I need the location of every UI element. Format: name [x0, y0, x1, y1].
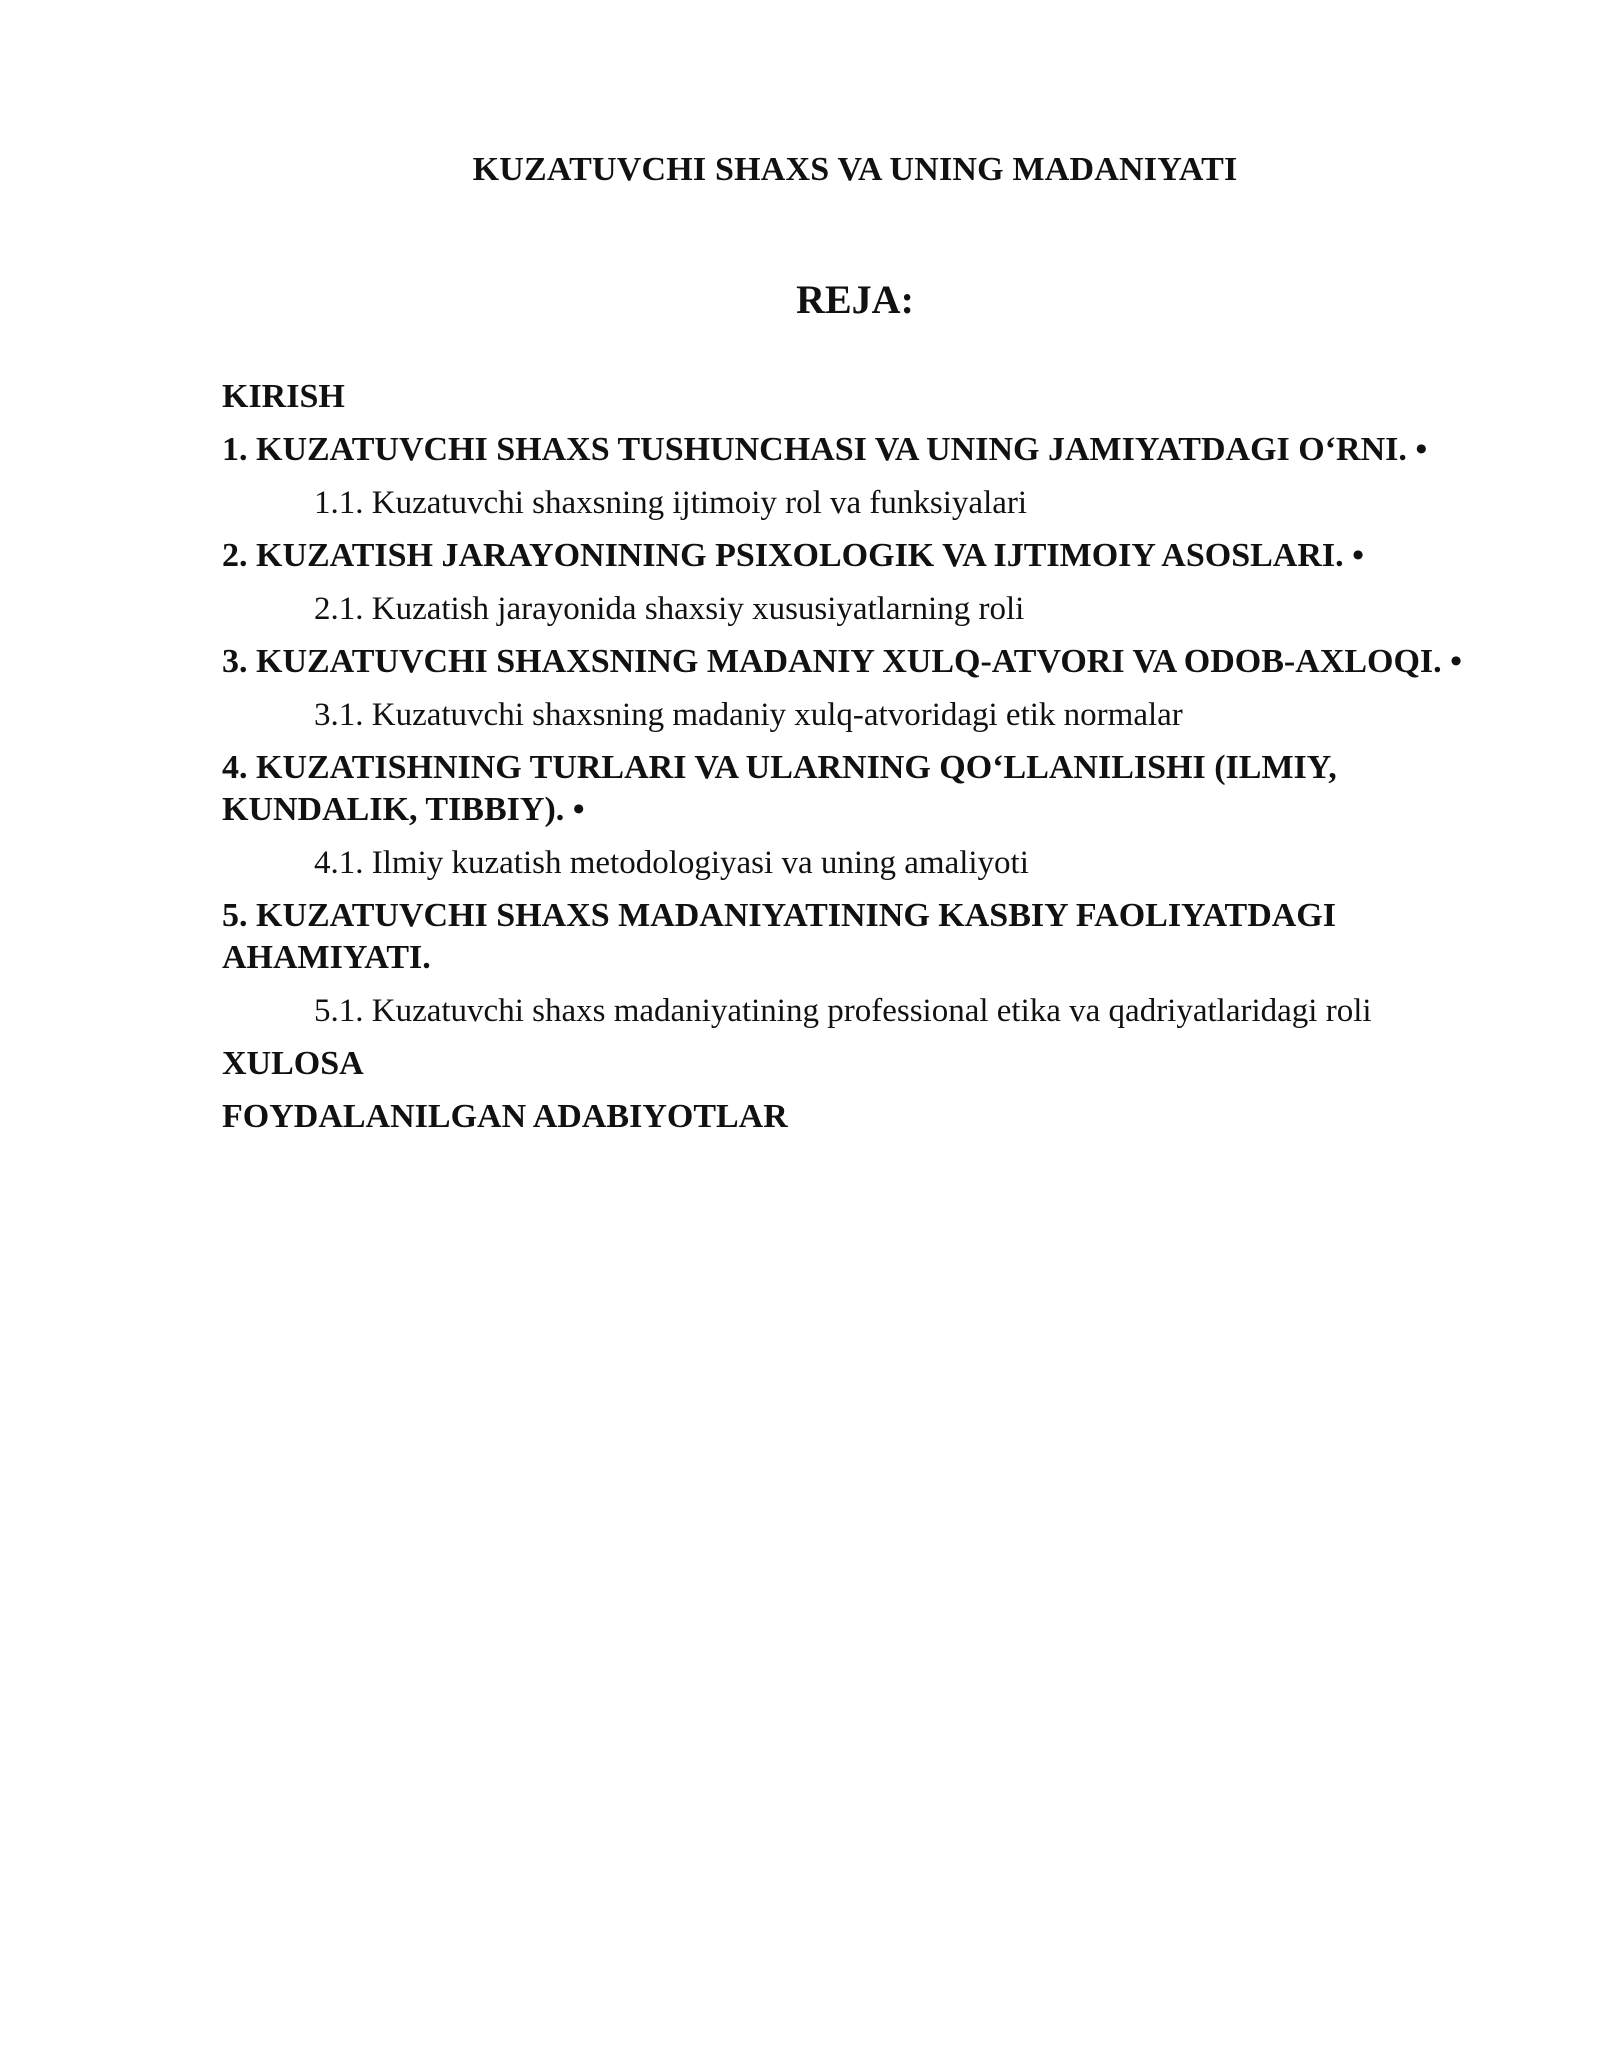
toc-section-5: 5. KUZATUVCHI SHAXS MADANIYATINING KASBIY FAOLIYATDAGI AHAMIYATI. [222, 897, 1336, 976]
table-of-contents [222, 376, 1502, 1149]
toc-section-2: 2. KUZATISH JARAYONINING PSIXOLOGIK VA IJTIMOIY ASOSLARI. • [222, 537, 1365, 574]
toc-conclusion: XULOSA [222, 1045, 364, 1082]
toc-subsection-5-1: 5.1. Kuzatuvchi shaxs madaniyatining professional etika va qadriyatlaridagi roli [314, 993, 1372, 1029]
toc-section-1: 1. KUZATUVCHI SHAXS TUSHUNCHASI VA UNING JAMIYATDAGI O‘RNI. • [222, 431, 1428, 468]
toc-intro: KIRISH [222, 378, 345, 415]
toc-subsection-3-1: 3.1. Kuzatuvchi shaxsning madaniy xulq-atvoridagi etik normalar [314, 697, 1183, 733]
toc-subsection-2-1: 2.1. Kuzatish jarayonida shaxsiy xususiyatlarning roli [314, 591, 1025, 627]
toc-subsection-1-1: 1.1. Kuzatuvchi shaxsning ijtimoiy rol va funksiyalari [314, 485, 1028, 521]
toc-section-3: 3. KUZATUVCHI SHAXSNING MADANIY XULQ-ATVORI VA ODOB-AXLOQI. • [222, 643, 1463, 680]
document-title: KUZATUVCHI SHAXS VA UNING MADANIYATI [472, 151, 1238, 188]
toc-references: FOYDALANILGAN ADABIYOTLAR [222, 1098, 788, 1135]
toc-section-4: 4. KUZATISHNING TURLARI VA ULARNING QO‘LLANILISHI (ILMIY, KUNDALIK, TIBBIY). • [222, 749, 1337, 828]
toc-subsection-4-1: 4.1. Ilmiy kuzatish metodologiyasi va uning amaliyoti [314, 845, 1029, 881]
plan-heading: REJA: [796, 277, 914, 322]
